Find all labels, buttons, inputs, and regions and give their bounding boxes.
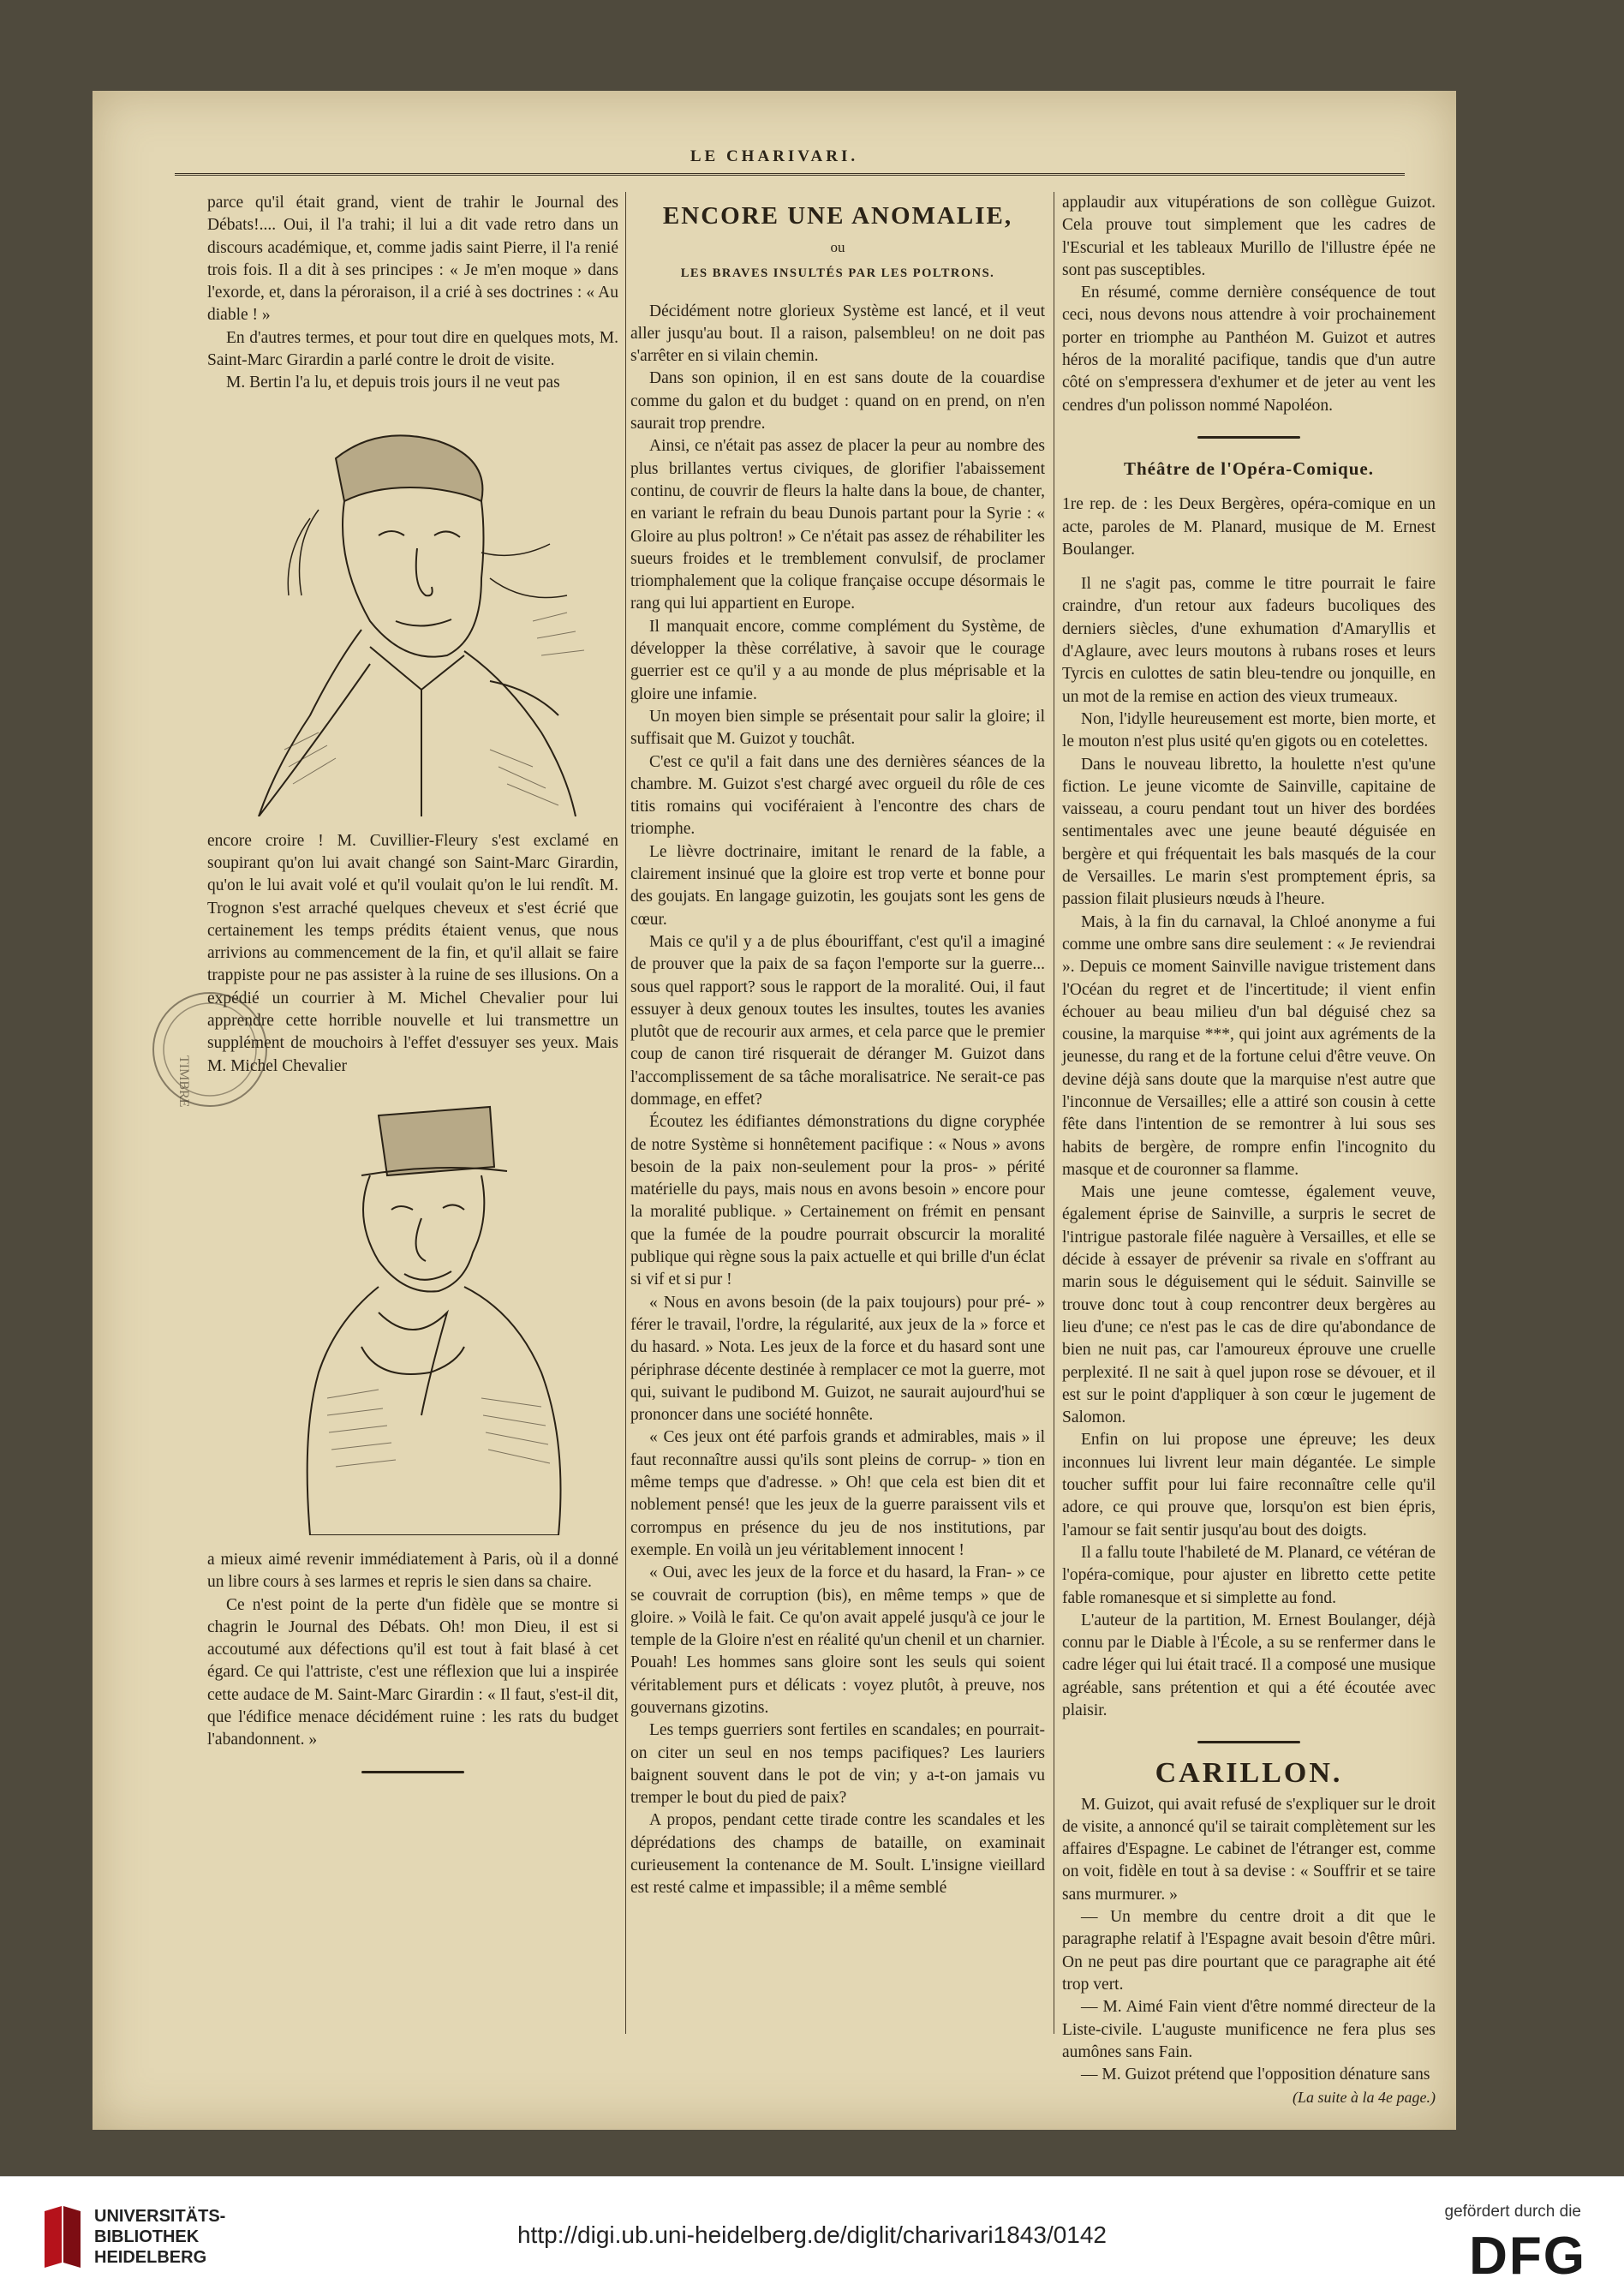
paragraph: M. Guizot, qui avait refusé de s'expliquer sur le droit de visite, a annoncé qu'il se tairait complètement sur les affaires d'Espagne. Le cabinet de l'étranger est, comme on voit, fidèle en tout à sa devise : « Souffrir et se taire sans murmurer. » — [1062, 1795, 1436, 1904]
paragraph: En résumé, comme dernière conséquence de tout ceci, nous devons nous attendre à voir prochainement porter en triomphe au Panthéon M. Guizot et autres héros de la moralité pacifique, tandis que d'un autre côté on s'empressera d'exhumer et de jeter au vent les cendres d'un polisson nommé Napoléon. — [1062, 284, 1436, 415]
library-name-line: HEIDELBERG — [94, 2248, 207, 2267]
library-name-line: UNIVERSITÄTS- — [94, 2207, 226, 2226]
article-title: ENCORE UNE ANOMALIE, — [662, 202, 1013, 230]
library-name-line: BIBLIOTHEK — [94, 2227, 200, 2246]
paragraph: Il ne s'agit pas, comme le titre pourrait le faire craindre, d'un retour aux fadeurs bucoliques des derniers siècles, d'une exhumation d'Amaryllis et d'Aglaure, avec leurs moutons à rubans roses et leurs Tyrcis en culottes de satin bleu-tendre ou jonquille, en un mot de la remise en action des vieux trumeaux. — [1062, 575, 1436, 706]
paragraph: — M. Aimé Fain vient d'être nommé directeur de la Liste-civile. L'auguste munificence ne fera plus ses aumônes sans Fain. — [1062, 1998, 1436, 2061]
article-ou: ou — [830, 239, 845, 255]
digital-object-url[interactable]: http://digi.ub.uni-heidelberg.de/diglit/charivari1843/0142 — [516, 2221, 1108, 2248]
paragraph: — M. Guizot prétend que l'opposition dénature sans — [1081, 2066, 1430, 2084]
paragraph: applaudir aux vitupérations de son collègue Guizot. Cela prouve tout simplement que les cadres de l'Escurial et les tableaux Murillo de l'illustre épée ne sont pas susceptibles. — [1062, 194, 1436, 279]
paragraph: a mieux aimé revenir immédiatement à Paris, où il a donné un libre cours à ses larmes et repris le sien dans sa chaire. — [207, 1550, 618, 1592]
paragraph: Dans son opinion, il en est sans doute de la couardise comme du galon et du budget : quand on en prend, on n'en saurait trop prendre. — [630, 369, 1045, 433]
paragraph: Il a fallu toute l'habileté de M. Planard, ce vétéran de l'opéra-comique, pour ajuster en libretto cette petite fable romanesque et si simplette au fond. — [1062, 1543, 1436, 1607]
stamp-text: TIMBRE — [176, 1055, 191, 1108]
column-3 — [1062, 192, 1436, 2109]
section-rule — [1197, 436, 1300, 439]
paragraph: « Nous en avons besoin (de la paix toujours) pour pré- » férer le travail, l'ordre, la régularité, aux jeux de la » force et du hasard. » Nota. Les jeux de la force et du hasard sont une périphrase décente destinée à remplacer ce mot la guerre, mot qui, suivant le pudibond M. Guizot, ne saurait aujourd'hui se prononcer dans une société honnête. — [630, 1293, 1045, 1425]
funded-by-label: gefördert durch die — [1444, 2203, 1581, 2221]
newspaper-page — [93, 91, 1456, 2130]
paragraph: Dans le nouveau libretto, la houlette n'est qu'une fiction. Le jeune vicomte de Sainville, capitaine de vaisseau, a couru pendant tout un hiver des bordées sentimentales avec une jeune beauté déguisée en bergère et qui fréquentait les bals masqués de la cour de Versailles. Le marin s'est promptement épris, sa passion filait plusieurs nœuds à l'heure. — [1062, 755, 1436, 909]
paragraph: Le lièvre doctrinaire, imitant le renard de la fable, a clairement insinué que la gloire est trop verte et bonne pour des goujats. En langage guizotin, les goujats sont les gens de cœur. — [630, 842, 1045, 929]
paragraph: Mais ce qu'il y a de plus ébouriffant, c'est qu'il a imaginé de prouver que la paix de sa façon l'emporte sur la guerre... sous quel rapport? sous le rapport de la moralité. Oui, il faut essuyer à deux genoux toutes les insultes, toutes les avanies plutôt que de recourir aux armes, et cela parce que le premier coup de canon tiré risquerait de déranger M. Guizot dans l'accomplissement de sa tâche moralisatrice. Ne serait-ce pas dommage, en effet? — [630, 932, 1045, 1109]
timbre-stamp — [146, 985, 274, 1114]
paragraph: Les temps guerriers sont fertiles en scandales; en pourrait-on citer un seul en nos temps pacifiques? Les lauriers baignent souvent dans le pot de vin; y a-t-on jamais vu tremper le bout du pied de paix? — [630, 1721, 1045, 1808]
paragraph: « Ces jeux ont été parfois grands et admirables, mais » il faut reconnaître aussi qu'ils sont pleins de corrup- » tion en même temps que d'adresse. » Oh! que cela est bien dit et noblement pensé! que les jeux de la guerre paraissent vils et corrompus en présence du jeu de nos institutions, par exemple. En voilà un jeu véritablement innocent ! — [630, 1428, 1045, 1559]
paragraph: A propos, pendant cette tirade contre les scandales et les déprédations des champs de bataille, on examinait curieusement la contenance de M. Soult. L'insigne vieillard est resté calme et impassible; il a même semblé — [630, 1811, 1045, 1898]
section-rule — [361, 1771, 464, 1773]
head-rule — [175, 173, 1405, 176]
theatre-section-title: Théâtre de l'Opéra-Comique. — [1123, 457, 1374, 479]
paragraph: — Un membre du centre droit a dit que le paragraphe relatif à l'Espagne avait besoin d'être mûri. On ne peut pas dire pourtant que ce paragraphe ait été trop vert. — [1062, 1908, 1436, 1994]
paragraph: encore croire ! M. Cuvillier-Fleury s'est exclamé en soupirant qu'on lui avait changé son Saint-Marc Girardin, qu'on le lui avait volé et qu'il voulait qu'on le lui rendît. M. Trognon s'est arraché quelques cheveux et s'est écrié que certainement les temps prédits étaient venus, que nous arrivions au commencement de la fin, et qu'il allait se faire trappiste pour ne pas assister à la ruine de ses illusions. On a expédié un courrier à M. Michel Chevalier pour lui apprendre cette horrible nouvelle et lui transmettre un supplément de mouchoirs à l'effet d'essuyer ses yeux. Mais M. Michel Chevalier — [207, 831, 618, 1075]
caricature-illustration-2 — [207, 1090, 618, 1535]
paragraph: Il manquait encore, comme complément du Système, de développer la thèse corrélative, à savoir que le courage guerrier est ce qu'il y a au monde de plus méprisable et la gloire une infamie. — [630, 617, 1045, 703]
paragraph: Décidément notre glorieux Système est lancé, et il veut aller jusqu'au bout. Il a raison, palsembleu! on ne doit pas s'arrêter en si vilain chemin. — [630, 302, 1045, 366]
paragraph: Enfin on lui propose une épreuve; les deux inconnues lui livrent leur main dégantée. Le simple toucher suffit pour lui faire reconnaître celle qu'il adore, ce qui prouve que, lorsqu'on est bien épris, l'amour se fait sentir jusqu'au bout des doigts. — [1062, 1431, 1436, 1540]
column-divider — [625, 192, 626, 2034]
continued-note: (La suite à la 4e page.) — [1293, 2089, 1436, 2107]
running-head: LE CHARIVARI. — [690, 147, 859, 165]
paragraph: Ce n'est point de la perte d'un fidèle que se montre si chagrin le Journal des Débats. Oh! mon Dieu, il est si accoutumé aux défections qu'il est tout à fait blasé à cet égard. Ce qui l'attriste, c'est une réflexion que lui a inspirée cette audace de M. Saint-Marc Girardin : « Il faut, s'est-il dit, que l'édifice menace décidément ruine : les rats du budget l'abandonnent. » — [207, 1595, 618, 1749]
dfg-logo: DFG — [1469, 2227, 1586, 2286]
paragraph: L'auteur de la partition, M. Ernest Boulanger, déjà connu par le Diable à l'École, a su se renfermer dans le cadre léger qui lui était tracé. Il a composé une musique agréable, sans prétention et qui a été écoutée avec plaisir. — [1062, 1611, 1436, 1719]
paragraph: Un moyen bien simple se présentait pour salir la gloire; il suffisait que M. Guizot y touchât. — [630, 707, 1045, 749]
footer-bar — [0, 2176, 1624, 2296]
paragraph: « Oui, avec les jeux de la force et du hasard, la Fran- » ce se couvrait de corruption (bis), en même temps » que de gloire. » Voilà le fait. Ce qu'on avait appelé jusqu'à ce jour le temple de la Gloire n'est en réalité qu'un chenil et un charnier. Pouah! Les hommes sans gloire sont les seuls qui soient véritablement purs et délicats : voyez plutôt, à preuve, nos gouvernans gizotins. — [630, 1564, 1045, 1717]
section-rule — [1197, 1741, 1300, 1743]
paragraph: Écoutez les édifiantes démonstrations du digne coryphée de notre Système si honnêtement pacifique : « Nous » avons besoin de la paix non-seulement pour la pros- » périté matérielle du pays, mais nous en avons besoin » encore pour la moralité publique. » Certainement on frémit en pensant que la fumée de la poudre pourrait obscurcir la moralité publique qui règne sous la paix actuelle et qui brille d'un éclat si vif et si pur ! — [630, 1113, 1045, 1289]
paragraph: C'est ce qu'il a fait dans une des dernières séances de la chambre. M. Guizot s'est chargé avec orgueil du rôle de ces titis romains qui vociféraient à l'encontre des chars de triomphe. — [630, 752, 1045, 839]
caricature-illustration-1 — [207, 407, 618, 816]
paragraph: Ainsi, ce n'était pas assez de placer la peur au nombre des plus brillantes vertus civiques, de glorifier l'abaissement continu, de couvrir de fleurs la halte dans la boue, de chanter, en variant le refrain du beau Dunois partant pour la Syrie : « Gloire au plus poltron! » Ce n'était pas assez de réhabiliter les sueurs froides et le tremblement convulsif, de proclamer triomphalement que la colique française occupe désormais le rang qui lui appartient en Europe. — [630, 437, 1045, 613]
paragraph: Non, l'idylle heureusement est morte, bien morte, et le mouton n'est plus usité qu'en gigots ou en cotelettes. — [1062, 709, 1436, 751]
paragraph: En d'autres termes, et pour tout dire en quelques mots, M. Saint-Marc Girardin a parlé contre le droit de visite. — [207, 328, 618, 370]
paragraph: M. Bertin l'a lu, et depuis trois jours il ne veut pas — [226, 374, 560, 392]
paragraph: Mais une jeune comtesse, également veuve, également éprise de Sainville, a surpris le secret de l'intrigue pastorale filée naguère à Versailles, et elle se décide à essayer de prévenir sa rivale en s'offrant au marin sous le déguisement qui le séduit. Sainville se trouve donc tout à coup rencontrer deux bergères au lieu d'une; ce n'est pas le cas de dire qu'abondance de bien ne nuit pas, car l'amoureux éprouve une cruelle perplexité. Il ne sait à quel jupon rose se dévouer, et il est sur le point d'appliquer à son cœur le jugement de Salomon. — [1062, 1183, 1436, 1427]
paragraph: parce qu'il était grand, vient de trahir le Journal des Débats!.... Oui, il l'a trahi; il lui a dit vade retro dans un discours académique, et, comme jadis saint Pierre, il l'a renié trois fois. Il a dit à ses principes : « Je m'en moque » dans l'exorde, et, dans la péroraison, il a crié à ses doctrines : « Au diable ! » — [207, 194, 618, 325]
article-subtitle: LES BRAVES INSULTÉS PAR LES POLTRONS. — [680, 266, 995, 281]
column-2 — [630, 192, 1045, 1900]
paragraph: Mais, à la fin du carnaval, la Chloé anonyme a fui comme une ombre sans dire seulement : « Je reviendrai ». Depuis ce moment Sainville navigue tristement dans l'Océan du regret et de l'incertitude; il vient enfin échouer au beau milieu d'un bal déguisé chez sa cousine, la marquise ***, qui joint aux agréments de la jeunesse, du rang et de la fortune celui d'être veuve. On devine déjà sans doute que la marquise n'est autre que l'inconnue de Versailles; elle a attiré son cousin à cette fête dans l'intention de se remontrer à lui sous ses habits de bergère, de rompre enfin l'incognito du masque et de couronner sa flamme. — [1062, 912, 1436, 1179]
carillon-section-title: CARILLON. — [1155, 1757, 1343, 1790]
theatre-intro: 1re rep. de : les Deux Bergères, opéra-comique en un acte, paroles de M. Planard, musique de M. Ernest Boulanger. — [1062, 495, 1436, 559]
